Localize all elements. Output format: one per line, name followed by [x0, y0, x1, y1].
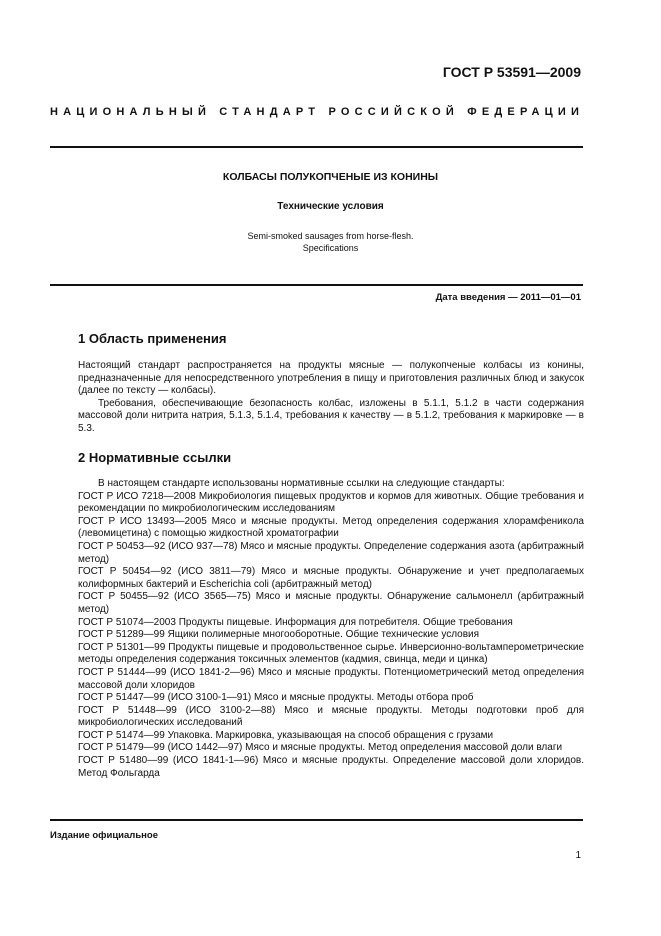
section-1-body — [78, 360, 584, 436]
english-title-line2: Specifications — [302, 243, 359, 253]
english-title — [0, 230, 661, 254]
introduction-date: Дата введения — 2011—01—01 — [435, 292, 581, 303]
document-code: ГОСТ Р 53591—2009 — [442, 64, 581, 80]
reference-item: ГОСТ Р 50454—92 (ИСО 3811—79) Мясо и мясные продукты. Обнаружение и учет предполагаемых колиформных бактерий и Escherichia coli (арбитражный метод) — [78, 566, 584, 590]
reference-item: ГОСТ Р 51289—99 Ящики полимерные многооборотные. Общие технические условия — [78, 629, 480, 641]
reference-item: ГОСТ Р ИСО 13493—2005 Мясо и мясные продукты. Метод определения содержания хлорамфеникола (левомицетина) с помощью жидкостной хроматографии — [78, 515, 584, 540]
reference-item: ГОСТ Р 51447—99 (ИСО 3100-1—91) Мясо и мясные продукты. Методы отбора проб — [78, 692, 474, 704]
document-subtitle: Технические условия — [277, 201, 384, 212]
reference-item: ГОСТ Р 51444—99 (ИСО 1841-2—96) Мясо и мясные продукты. Потенциометрический метод определения массовой доли хлоридов — [78, 666, 584, 691]
reference-item: ГОСТ Р 51301—99 Продукты пищевые и продовольственное сырье. Инверсионно-вольтамперометрические методы определения содержания токсичных элементов (кадмия, свинца, меди и цинка) — [78, 641, 584, 666]
official-edition-label: Издание официальное — [50, 830, 158, 841]
divider-footer — [50, 819, 583, 821]
section-2-intro: В настоящем стандарте использованы нормативные ссылки на следующие стандарты: — [98, 478, 505, 489]
reference-item: ГОСТ Р 51074—2003 Продукты пищевые. Информация для потребителя. Общие требования — [78, 616, 513, 628]
section-1-paragraph-1: Настоящий стандарт распространяется на продукты мясные — полукопченые колбасы из конины, предназначенные для непосредственного употребления в пищу и приготовления различных блюд и закусок (далее по тексту — колбасы). — [78, 360, 584, 397]
reference-item: ГОСТ Р 51474—99 Упаковка. Маркировка, указывающая на способ обращения с грузами — [78, 729, 494, 741]
reference-item: ГОСТ Р 50453—92 (ИСО 937—78) Мясо и мясные продукты. Определение содержания азота (арбитражный метод) — [78, 540, 584, 565]
divider-date — [50, 284, 583, 286]
reference-item: ГОСТ Р 51448—99 (ИСО 3100-2—88) Мясо и мясные продукты. Методы подготовки проб для микробиологических исследований — [78, 704, 584, 729]
document-title: КОЛБАСЫ ПОЛУКОПЧЕНЫЕ ИЗ КОНИНЫ — [222, 171, 439, 183]
divider-top — [50, 146, 583, 148]
page-number: 1 — [575, 850, 581, 861]
section-1-heading: 1 Область применения — [78, 331, 227, 346]
reference-item: ГОСТ Р 51479—99 (ИСО 1442—97) Мясо и мясные продукты. Метод определения массовой доли влаги — [78, 742, 563, 754]
reference-item: ГОСТ Р ИСО 7218—2008 Микробиология пищевых продуктов и кормов для животных. Общие требования и рекомендации по микробиологическим исследованиям — [78, 490, 584, 515]
section-2-body — [78, 478, 584, 780]
national-standard-banner: НАЦИОНАЛЬНЫЙ СТАНДАРТ РОССИЙСКОЙ ФЕДЕРАЦИИ — [50, 106, 585, 118]
reference-item: ГОСТ Р 51480—99 (ИСО 1841-1—96) Мясо и мясные продукты. Определение массовой доли хлоридов. Метод Фольгарда — [78, 755, 584, 779]
section-1-paragraph-2: Требования, обеспечивающие безопасность колбас, изложены в 5.1.1, 5.1.2 в части содержания массовой доли нитрита натрия, 5.1.3, 5.1.4, требования к качеству — в 5.1.2, требования к маркировке — в 5.3. — [78, 397, 584, 434]
reference-item: ГОСТ Р 50455—92 (ИСО 3565—75) Мясо и мясные продукты. Обнаружение сальмонелл (арбитражный метод) — [78, 591, 584, 615]
english-title-line1: Semi-smoked sausages from horse-flesh. — [247, 231, 414, 241]
section-2-heading: 2 Нормативные ссылки — [78, 450, 232, 465]
